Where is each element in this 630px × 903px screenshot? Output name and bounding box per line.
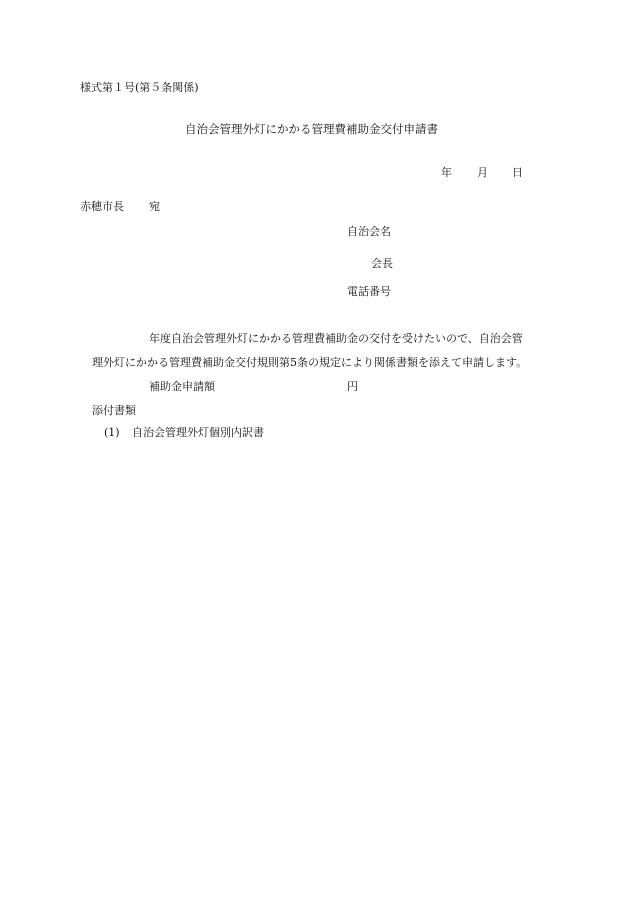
form-number: 様式第１号(第５条関係) (80, 81, 199, 94)
phone-number-label: 電話番号 (347, 285, 391, 298)
addressee-honorific: 宛 (149, 200, 160, 213)
attachments-heading: 添付書類 (92, 404, 136, 417)
chair-label: 会長 (371, 257, 393, 270)
body-text-line-1: 年度自治会管理外灯にかかる管理費補助金の交付を受けたいので、自治会管 (149, 332, 523, 345)
date-day-label: 日 (512, 166, 523, 179)
attachment-item-text: 自治会管理外灯個別内訳書 (132, 426, 264, 439)
addressee-name: 赤穂市長 (80, 200, 124, 213)
subsidy-amount-label: 補助金申請額 (149, 380, 215, 393)
document-title: 自治会管理外灯にかかる管理費補助金交付申請書 (185, 122, 438, 136)
body-text-line-2: 理外灯にかかる管理費補助金交付規則第5条の規定により関係書類を添えて申請します。 (92, 356, 528, 369)
date-year-label: 年 (441, 166, 452, 179)
date-month-label: 月 (477, 166, 488, 179)
attachment-item-number: (1) (104, 426, 120, 439)
subsidy-amount-unit: 円 (347, 380, 358, 393)
association-name-label: 自治会名 (347, 225, 391, 238)
